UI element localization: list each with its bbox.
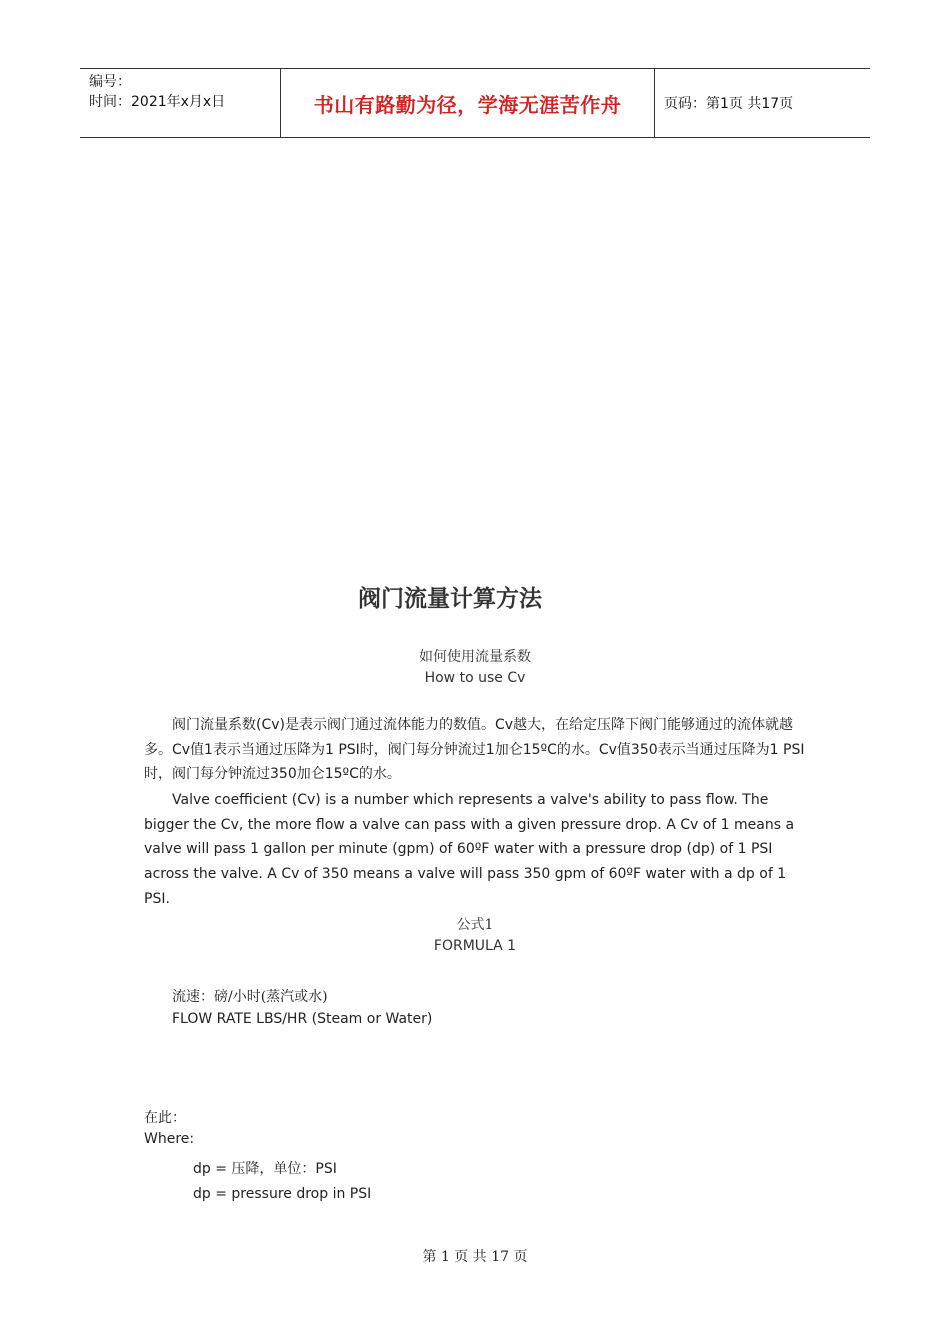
header-page-info: 页码：第1页 共17页: [664, 96, 794, 112]
document-title: 阀门流量计算方法: [358, 586, 542, 612]
header-motto: 书山有路勤为径，学海无涯苦作舟: [313, 92, 622, 117]
page-footer: 第 1 页 共 17 页: [422, 1249, 528, 1265]
where-label-zh: 在此：: [144, 1110, 186, 1126]
header-motto-cell: [281, 69, 655, 137]
flow-rate-label-en: FLOW RATE LBS/HR (Steam or Water): [172, 1011, 433, 1027]
dp-definition-en: dp = pressure drop in PSI: [193, 1186, 372, 1202]
header-time-label: 时间：2021年x月x日: [89, 94, 226, 110]
formula-heading-zh: 公式1: [456, 917, 494, 933]
dp-definition-zh: dp = 压降，单位：PSI: [193, 1161, 337, 1177]
section-heading-en: How to use Cv: [424, 670, 526, 686]
flow-rate-label-zh: 流速：磅/小时(蒸汽或水): [172, 989, 328, 1005]
paragraph-zh: 阀门流量系数(Cv)是表示阀门通过流体能力的数值。Cv越大，在给定压降下阀门能够通过的流体就越多。Cv值1表示当通过压降为1 PSI时，阀门每分钟流过1加仑15ºC的水。Cv值350表示当通过压降为1 PSI时，阀门每分钟流过350加仑15ºC的水。: [144, 717, 805, 783]
header-meta-cell: [80, 69, 281, 137]
section-heading-zh: 如何使用流量系数: [419, 649, 531, 665]
where-label-en: Where:: [144, 1131, 195, 1147]
page-header: [80, 68, 870, 138]
header-number-label: 编号：: [89, 74, 131, 90]
header-page-cell: [655, 69, 870, 137]
paragraph-en: Valve coefficient (Cv) is a number which represents a valve's ability to pass flow. The bigger the Cv, the more flow a valve can pass with a given pressure drop. A Cv of 1 means a valve will pass 1 gallon per minute (gpm) of 60ºF water with a pressure drop (dp) of 1 PSI across the valve. A Cv of 350 means a valve will pass 350 gpm of 60ºF water with a dp of 1 PSI.: [144, 792, 795, 907]
formula-heading-en: FORMULA 1: [433, 938, 517, 954]
